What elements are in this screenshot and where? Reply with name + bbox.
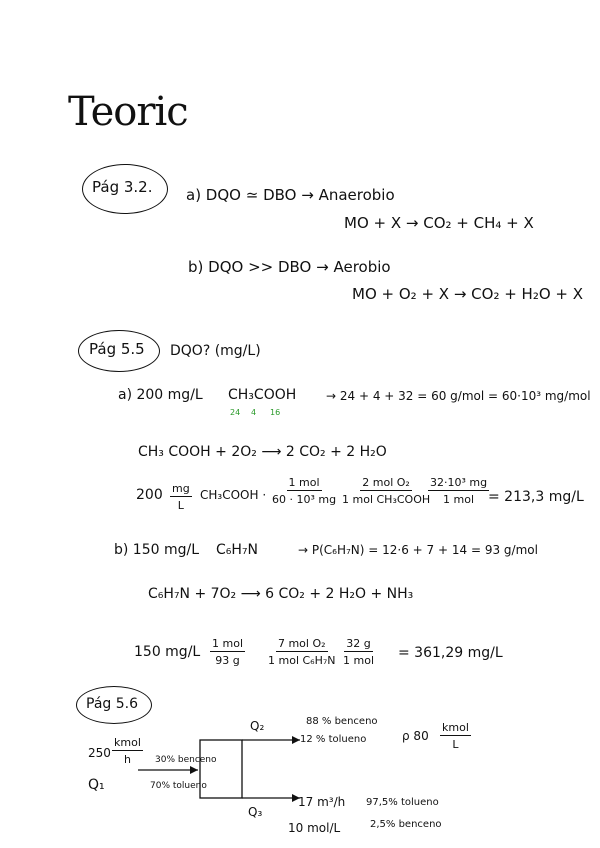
fraction-denominator: 93 g [215, 654, 240, 667]
mass-label: 4 [251, 408, 257, 417]
inflow-rate: 250 [88, 746, 111, 760]
fraction-numerator: 32·10³ mg [430, 476, 488, 489]
bottom-stream-name: Q₃ [248, 805, 263, 819]
part-a-result: = 213,3 mg/L [488, 489, 584, 505]
section-label: Pág 5.5 [89, 340, 145, 358]
part-b-reaction: C₆H₇N + 7O₂ ⟶ 6 CO₂ + 2 H₂O + NH₃ [148, 586, 414, 602]
part-b-molar-mass: → P(C₆H₇N) = 12·6 + 7 + 14 = 93 g/mol [298, 543, 538, 557]
bottom-composition: 97,5% tolueno [366, 797, 439, 808]
question-text: DQO? (mg/L) [170, 343, 261, 359]
bottom-composition: 2,5% benceno [370, 819, 442, 830]
fraction-numerator: 32 g [346, 637, 371, 650]
anaerobic-line: a) DQO ≃ DBO → Anaerobio [186, 186, 395, 204]
fraction-numerator: mg [172, 482, 190, 495]
inflow-composition: 70% tolueno [150, 781, 207, 791]
fraction-numerator: 1 mol [288, 476, 320, 489]
fraction-numerator: 2 mol O₂ [362, 476, 410, 489]
top-outflow-arrowhead [292, 736, 300, 744]
mass-label: 24 [230, 408, 241, 417]
section-label: Pág 3.2. [92, 178, 153, 196]
part-a-reaction: CH₃ COOH + 2O₂ ⟶ 2 CO₂ + 2 H₂O [138, 444, 387, 460]
page-title: Teoric [68, 89, 188, 135]
aerobic-line: b) DQO >> DBO → Aerobio [188, 258, 391, 276]
bottom-concentration: 10 mol/L [288, 821, 341, 835]
fraction-denominator: 60 · 10³ mg [272, 493, 337, 506]
mass-label: 16 [270, 408, 281, 417]
fraction-denominator: 1 mol CH₃COOH [342, 493, 431, 506]
fraction-denominator: L [177, 499, 184, 512]
aerobic-reaction: MO + O₂ + X → CO₂ + H₂O + X [352, 285, 584, 303]
fraction-denominator: 1 mol [343, 654, 374, 667]
density-unit [440, 722, 471, 750]
part-b-concentration: b) 150 mg/L [114, 542, 200, 558]
fraction-numerator: 7 mol O₂ [277, 637, 326, 650]
density-note: ρ 80 [402, 729, 429, 743]
fraction-denominator: L [452, 738, 459, 751]
fraction-numerator: kmol [114, 736, 141, 749]
fraction-denominator: 1 mol C₆H₇N [268, 654, 336, 667]
part-b-result: = 361,29 mg/L [398, 645, 503, 661]
inflow-unit [112, 737, 143, 765]
fraction-numerator: kmol [442, 721, 469, 734]
inflow-arrowhead [190, 766, 198, 774]
top-composition: 12 % tolueno [300, 734, 367, 745]
part-b-calc-prefix: 150 mg/L [134, 644, 201, 660]
fraction-denominator: h [123, 753, 131, 766]
part-a-concentration: a) 200 mg/L [118, 387, 203, 403]
section-label: Pág 5.6 [86, 696, 138, 712]
top-stream-name: Q₂ [250, 719, 265, 733]
top-composition: 88 % benceno [306, 716, 378, 727]
anaerobic-reaction: MO + X → CO₂ + CH₄ + X [344, 214, 534, 232]
inflow-name: Q₁ [88, 777, 105, 793]
part-a-compound: CH₃COOH [228, 387, 297, 403]
fraction-denominator: 1 mol [443, 493, 475, 506]
bottom-flow-rate: 17 m³/h [298, 795, 346, 809]
part-a-calc-prefix: 200 [136, 487, 163, 503]
part-a-calc-compound: CH₃COOH · [200, 488, 267, 502]
fraction-numerator: 1 mol [212, 637, 243, 650]
inflow-composition: 30% benceno [155, 755, 217, 765]
part-a-molar-mass: → 24 + 4 + 32 = 60 g/mol = 60·10³ mg/mol [326, 389, 591, 403]
part-b-compound: C₆H₇N [216, 542, 258, 558]
